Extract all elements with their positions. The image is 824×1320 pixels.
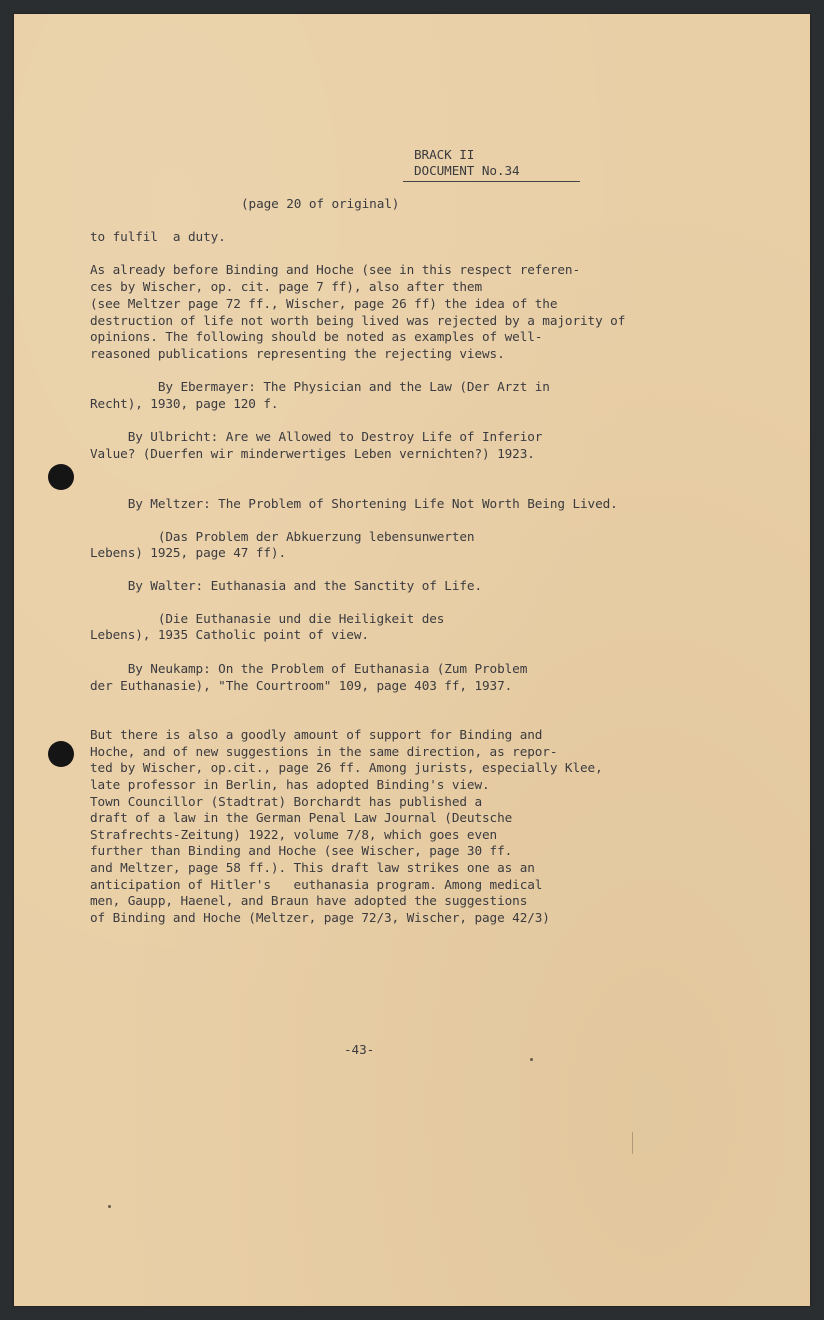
text-line: As already before Binding and Hoche (see in this respect referen- — [90, 262, 581, 277]
text-line: By Ulbricht: Are we Allowed to Destroy Life of Inferior — [90, 429, 543, 444]
text-line: and Meltzer, page 58 ff.). This draft law strikes one as an — [90, 860, 535, 875]
paper-crease — [632, 1132, 633, 1154]
text-line: (see Meltzer page 72 ff., Wischer, page 26 ff) the idea of the — [90, 296, 558, 311]
text-line: of Binding and Hoche (Meltzer, page 72/3, Wischer, page 42/3) — [90, 910, 550, 925]
text-line: opinions. The following should be noted as examples of well- — [90, 329, 543, 344]
text-line: reasoned publications representing the rejecting views. — [90, 346, 505, 361]
text-line: Value? (Duerfen wir minderwertiges Leben vernichten?) 1923. — [90, 446, 535, 461]
text-line: Lebens), 1935 Catholic point of view. — [90, 627, 369, 642]
text-line: ces by Wischer, op. cit. page 7 ff), also after them — [90, 279, 483, 294]
text-line: But there is also a goodly amount of support for Binding and — [90, 727, 543, 742]
text-line: der Euthanasie), "The Courtroom" 109, page 403 ff, 1937. — [90, 678, 513, 693]
text-line: By Ebermayer: The Physician and the Law (Der Arzt in — [90, 379, 550, 394]
text-line: draft of a law in the German Penal Law Journal (Deutsche — [90, 810, 513, 825]
paper-speck — [530, 1058, 533, 1061]
text-line: Hoche, and of new suggestions in the same direction, as repor- — [90, 744, 558, 759]
text-line: By Meltzer: The Problem of Shortening Life Not Worth Being Lived. — [90, 496, 618, 511]
document-page — [14, 14, 810, 1306]
text-line: late professor in Berlin, has adopted Binding's view. — [90, 777, 490, 792]
text-line: (Die Euthanasie und die Heiligkeit des — [90, 611, 445, 626]
text-line: By Walter: Euthanasia and the Sanctity of Life. — [90, 578, 483, 593]
page-reference: (page 20 of original) — [241, 196, 400, 211]
text-line: (Das Problem der Abkuerzung lebensunwerten — [90, 529, 475, 544]
text-line: Recht), 1930, page 120 f. — [90, 396, 279, 411]
text-line: destruction of life not worth being lived was rejected by a majority of — [90, 313, 626, 328]
punch-hole — [48, 741, 74, 767]
document-number: DOCUMENT No.34 — [414, 163, 520, 178]
paragraph-fragment: to fulfil a duty. — [90, 229, 226, 244]
text-line: further than Binding and Hoche (see Wischer, page 30 ff. — [90, 843, 513, 858]
page-number: -43- — [344, 1042, 375, 1057]
punch-hole — [48, 464, 74, 490]
header-underline — [403, 181, 580, 182]
text-line: Town Councillor (Stadtrat) Borchardt has published a — [90, 794, 483, 809]
paper-speck — [108, 1205, 111, 1208]
header-title: BRACK II — [414, 147, 475, 162]
text-line: ted by Wischer, op.cit., page 26 ff. Among jurists, especially Klee, — [90, 760, 603, 775]
text-line: Strafrechts-Zeitung) 1922, volume 7/8, which goes even — [90, 827, 498, 842]
text-line: Lebens) 1925, page 47 ff). — [90, 545, 287, 560]
text-line: By Neukamp: On the Problem of Euthanasia (Zum Problem — [90, 661, 528, 676]
text-line: men, Gaupp, Haenel, and Braun have adopted the suggestions — [90, 893, 528, 908]
text-line: anticipation of Hitler's euthanasia program. Among medical — [90, 877, 543, 892]
